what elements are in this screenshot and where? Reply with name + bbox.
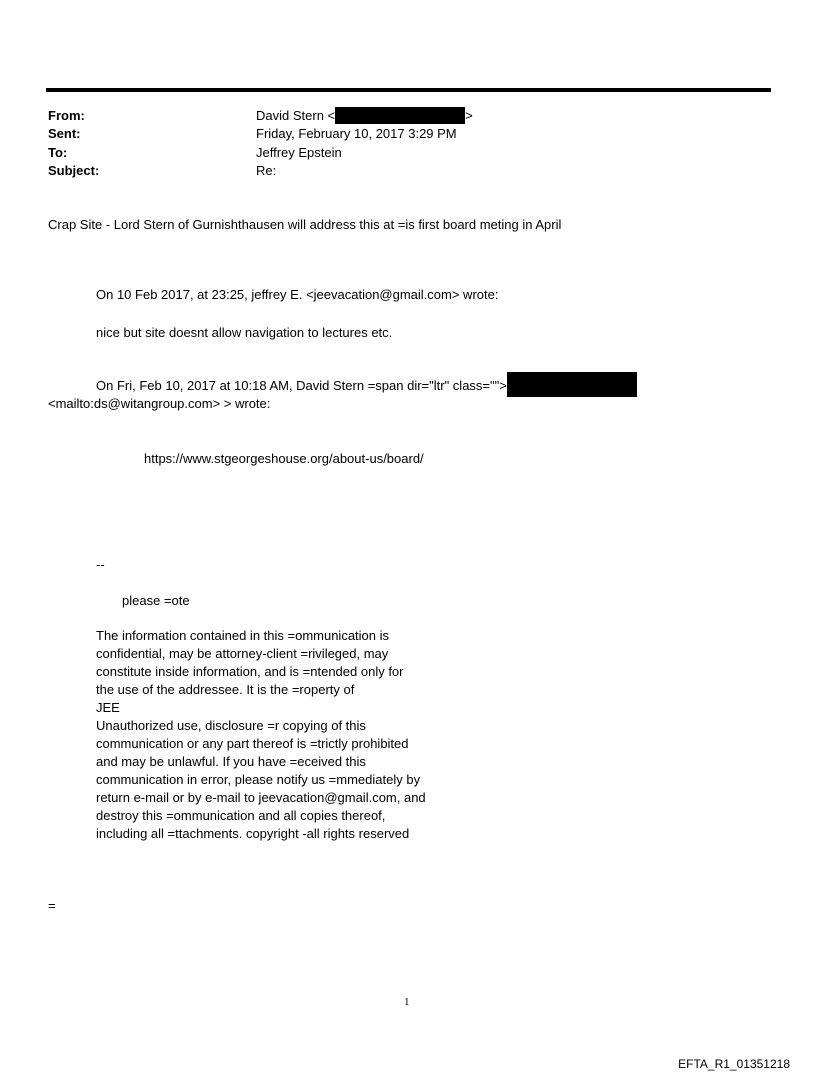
disclaimer-line: JEE xyxy=(96,700,120,715)
please-note: please =ote xyxy=(122,593,190,608)
to-value: Jeffrey Epstein xyxy=(256,145,342,160)
disclaimer-line: destroy this =ommunication and all copies thereof, xyxy=(96,808,386,823)
trailing-equals: = xyxy=(48,898,56,913)
quote2-intro xyxy=(96,376,637,397)
page-number: 1 xyxy=(404,996,410,1008)
disclaimer-line: communication or any part thereof is =trictly prohibited xyxy=(96,736,409,751)
from-label: From: xyxy=(48,108,85,123)
disclaimer-line: communication in error, please notify us =mmediately by xyxy=(96,772,421,787)
quote1-intro: On 10 Feb 2017, at 23:25, jeffrey E. <jeevacation@gmail.com> wrote: xyxy=(96,287,499,302)
disclaimer-line: The information contained in this =ommunication is xyxy=(96,628,390,643)
disclaimer-line: Unauthorized use, disclosure =r copying of this xyxy=(96,718,366,733)
subject-label: Subject: xyxy=(48,163,100,178)
disclaimer-line: return e-mail or by e-mail to jeevacation@gmail.com, and xyxy=(96,790,426,805)
reply-text: Crap Site - Lord Stern of Gurnishthausen will address this at =is first board meting in April xyxy=(48,217,562,232)
disclaimer-line: and may be unlawful. If you have =eceived this xyxy=(96,754,366,769)
to-label: To: xyxy=(48,145,68,160)
from-value xyxy=(256,107,473,125)
quote1-text: nice but site doesnt allow navigation to lectures etc. xyxy=(96,325,393,340)
header-rule xyxy=(46,88,771,92)
quote2-mailto: <mailto:ds@witangroup.com> > wrote: xyxy=(48,396,271,411)
from-name: David Stern < xyxy=(256,108,336,123)
board-url[interactable]: https://www.stgeorgeshouse.org/about-us/board/ xyxy=(144,451,424,466)
disclaimer-line: the use of the addressee. It is the =roperty of xyxy=(96,682,355,697)
disclaimer-line: constitute inside information, and is =ntended only for xyxy=(96,664,404,679)
subject-value: Re: xyxy=(256,163,277,178)
sent-value: Friday, February 10, 2017 3:29 PM xyxy=(256,126,457,141)
sent-label: Sent: xyxy=(48,126,81,141)
disclaimer-line: including all =ttachments. copyright -all rights reserved xyxy=(96,826,410,841)
signature-dashes: -- xyxy=(96,557,105,572)
disclaimer-line: confidential, may be attorney-client =rivileged, may xyxy=(96,646,389,661)
from-tail: > xyxy=(465,108,473,123)
quote2-intro-text: On Fri, Feb 10, 2017 at 10:18 AM, David Stern =span dir="ltr" class=""> xyxy=(96,377,507,393)
disclaimer xyxy=(96,627,456,843)
document-id: EFTA_R1_01351218 xyxy=(678,1057,790,1071)
redaction-box xyxy=(335,107,465,124)
redaction-box xyxy=(507,372,637,397)
